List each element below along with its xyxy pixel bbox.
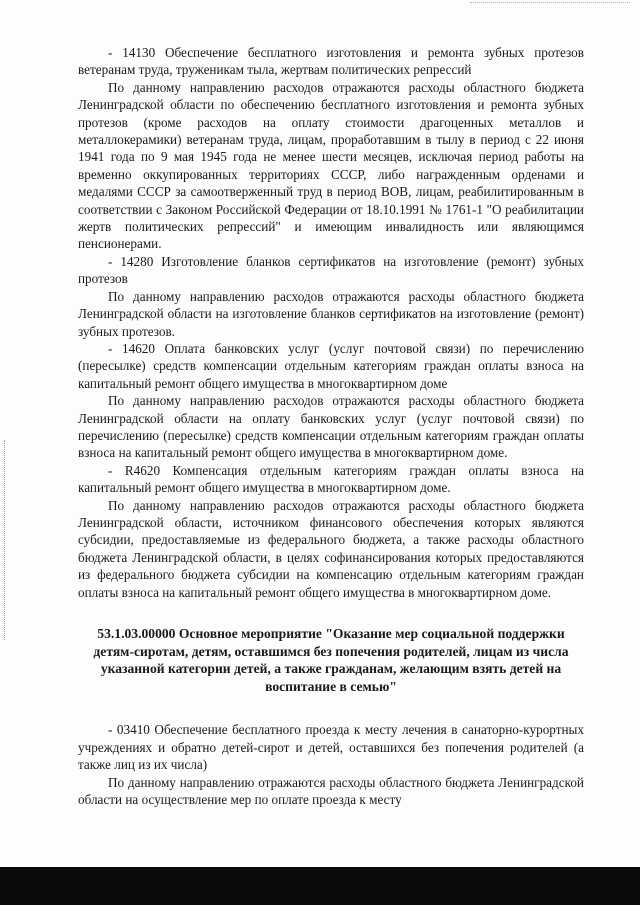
paragraph-r4620-body: По данному направлению расходов отражаются расходы областного бюджета Ленинградской области, источником финансового обеспечения которых являются субсидии, предоставляемые из федерального бюджета, а также расходы областного бюджета Ленинградской области, в целях софинансирования которых предоставляются из федерального бюджета субсидии на компенсацию отдельным категориям граждан оплаты взноса на капитальный ремонт общего имущества в многоквартирном доме.	[78, 497, 584, 600]
scan-bottom-bar	[0, 867, 640, 905]
scan-edge-top	[470, 2, 630, 4]
paragraph-14620-title: - 14620 Оплата банковских услуг (услуг почтовой связи) по перечислению (пересылке) средств компенсации отдельным категориям граждан оплаты взноса на капитальный ремонт общего имущества в многоквартирном доме	[78, 340, 584, 391]
paragraph-14280-title: - 14280 Изготовление бланков сертификатов на изготовление (ремонт) зубных протезов	[78, 253, 584, 287]
paragraph-r4620-title: - R4620 Компенсация отдельным категориям граждан оплаты взноса на капитальный ремонт общего имущества в многоквартирном доме.	[78, 462, 584, 496]
paragraph-14280-body: По данному направлению расходов отражаются расходы областного бюджета Ленинградской области на изготовление бланков сертификатов на изготовление (ремонт) зубных протезов.	[78, 288, 584, 339]
paragraph-14130-title: - 14130 Обеспечение бесплатного изготовления и ремонта зубных протезов ветеранам труда, труженикам тыла, жертвам политических репрессий	[78, 45, 584, 78]
paragraph-14130-body: По данному направлению расходов отражаются расходы областного бюджета Ленинградской области по обеспечению бесплатного изготовления и ремонта зубных протезов (кроме расходов на оплату стоимости драгоценных металлов и металлокерамики) ветеранам труда, лицам, проработавшим в тылу в период с 22 июня 1941 года по 9 мая 1945 года не менее шести месяцев, исключая период работы на временно оккупированных территориях СССР, либо награжденным орденами и медалями СССР за самоотверженный труд в период ВОВ, лицам, реабилитированным в соответствии с Законом Российской Федерации от 18.10.1991 № 1761-1 "О реабилитации жертв политических репрессий" и имеющим инвалидность или являющимся пенсионерами.	[78, 79, 584, 252]
scan-edge-left	[4, 440, 6, 640]
paragraph-03410-body: По данному направлению отражаются расходы областного бюджета Ленинградской области на осуществление мер по оплате проезда к месту	[78, 774, 584, 807]
document-body	[78, 44, 584, 808]
section-heading: 53.1.03.00000 Основное мероприятие "Оказание мер социальной поддержки детям-сиротам, детям, оставшимся без попечения родителей, лицам из числа указанной категории детей, а также гражданам, желающим взять детей на воспитание в семью"	[93, 626, 569, 694]
paragraph-14620-body: По данному направлению расходов отражаются расходы областного бюджета Ленинградской области на оплату банковских услуг (услуг почтовой связи) по перечислению (пересылке) средств компенсации отдельным категориям граждан оплаты взноса на капитальный ремонт общего имущества в многоквартирном доме.	[78, 393, 584, 461]
paragraph-03410-title: - 03410 Обеспечение бесплатного проезда к месту лечения в санаторно-курортных учреждениях и обратно детей-сирот и детей, оставшихся без попечения родителей (а также лиц из их числа)	[78, 722, 584, 773]
